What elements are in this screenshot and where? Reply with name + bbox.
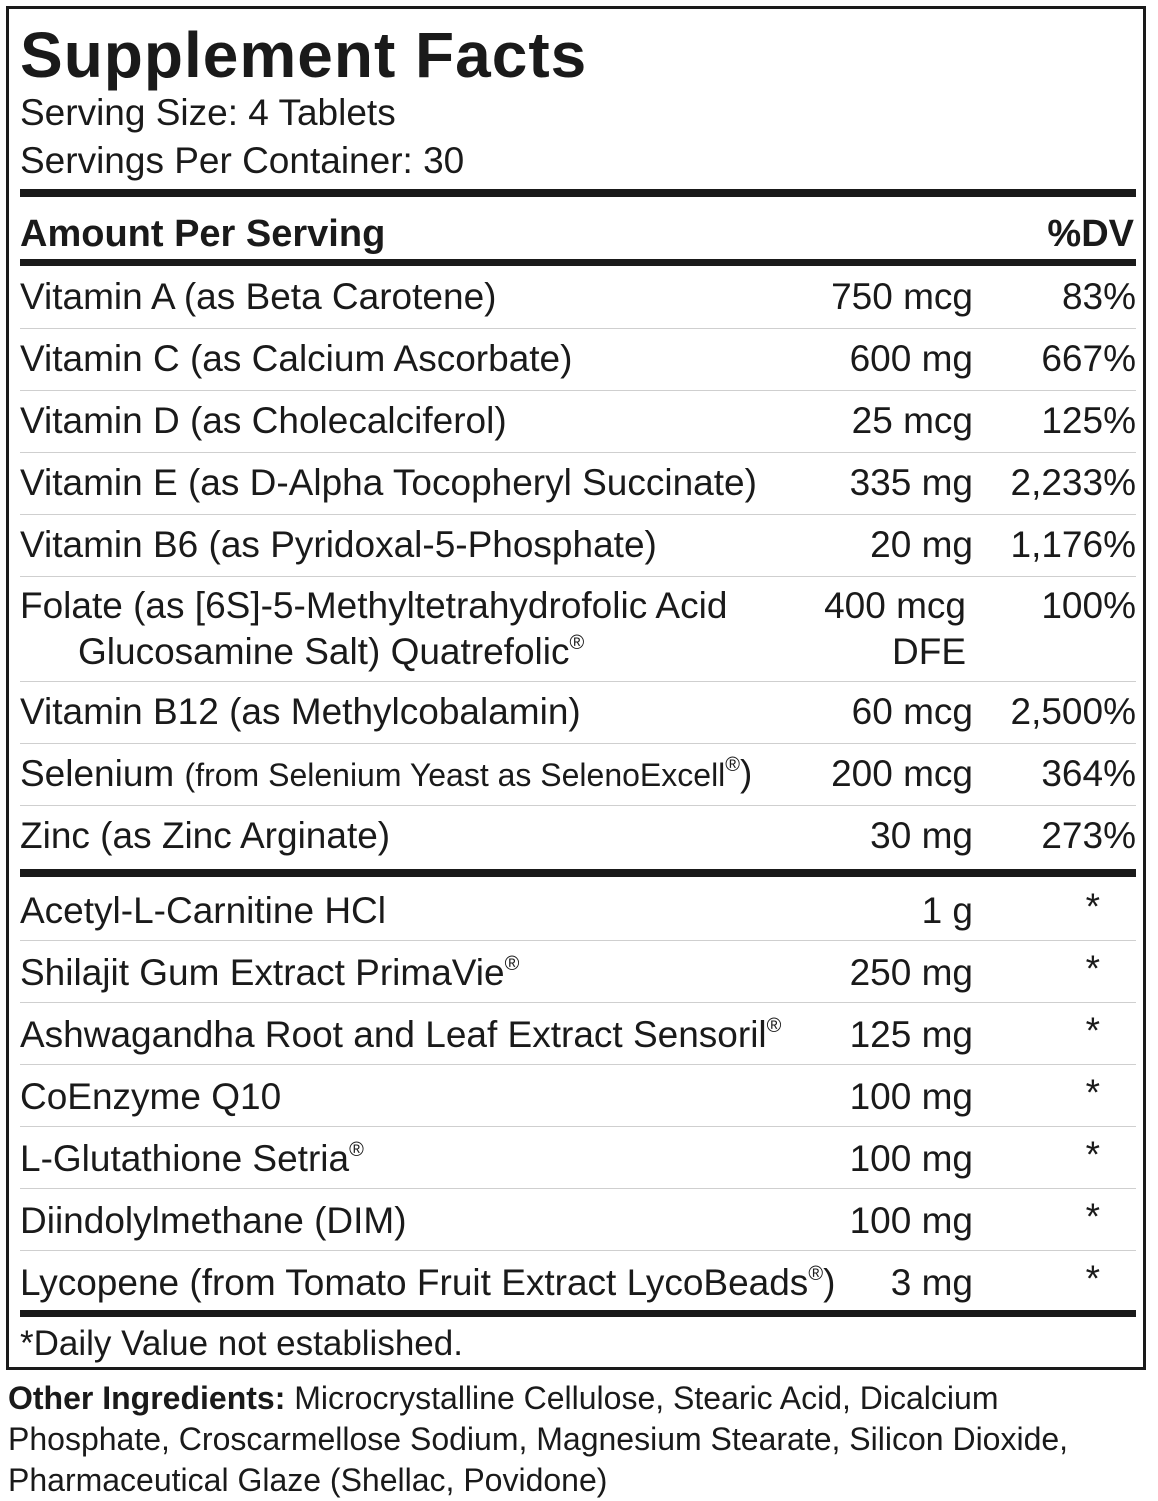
nutrient-dv: 2,233% <box>1010 462 1136 503</box>
servings-per-container: Servings Per Container: 30 <box>20 140 465 181</box>
ingredient-amount: 250 mg <box>849 952 973 993</box>
table-row <box>20 682 1136 744</box>
nutrient-name: Vitamin A (as Beta Carotene) <box>20 276 497 317</box>
nutrient-dv: 364% <box>1041 753 1136 794</box>
ingredient-amount: 100 mg <box>849 1200 973 1241</box>
ingredient-dv: * <box>1085 1072 1100 1113</box>
ingredient-amount: 125 mg <box>849 1014 973 1055</box>
amount-per-serving-header: Amount Per Serving <box>20 213 386 255</box>
ingredient-dv: * <box>1085 948 1100 989</box>
thick-divider-top <box>20 189 1136 197</box>
nutrient-name-line1: Folate (as [6S]-5-Methyltetrahydrofolic Acid <box>20 585 728 626</box>
thick-divider-middle <box>20 869 1136 877</box>
nutrient-name-main: Selenium <box>20 753 175 794</box>
nutrient-amount: 335 mg <box>849 462 973 503</box>
table-row <box>20 515 1136 577</box>
nutrient-dv: 667% <box>1041 338 1136 379</box>
table-row <box>20 329 1136 391</box>
table-row <box>20 391 1136 453</box>
nutrient-dv: 83% <box>1061 276 1136 317</box>
table-row <box>20 453 1136 515</box>
nutrient-name-line2 <box>20 629 727 675</box>
nutrient-amount: 25 mcg <box>851 400 973 441</box>
other-ingredients-label: Other Ingredients: <box>8 1380 286 1416</box>
ingredient-amount: 3 mg <box>890 1262 973 1303</box>
table-row <box>20 267 1136 329</box>
ingredient-dv: * <box>1085 1134 1100 1175</box>
ingredient-name: Acetyl-L-Carnitine HCl <box>20 890 386 931</box>
nutrient-amount-line2: DFE <box>892 631 966 672</box>
ingredient-name: CoEnzyme Q10 <box>20 1076 282 1117</box>
ingredient-name <box>20 1136 364 1182</box>
table-row <box>20 1127 1136 1189</box>
ingredient-name-text: L-Glutathione Setria <box>20 1138 350 1179</box>
nutrient-amount: 30 mg <box>870 815 973 856</box>
ingredient-dv: * <box>1085 1258 1100 1299</box>
panel-title: Supplement Facts <box>20 19 588 91</box>
table-row <box>20 744 1136 806</box>
nutrient-dv: 100% <box>1041 585 1136 626</box>
thick-divider-bottom <box>20 1310 1136 1317</box>
table-row <box>20 1251 1136 1309</box>
ingredient-name-text: Ashwagandha Root and Leaf Extract Sensoril <box>20 1014 767 1055</box>
ingredient-amount: 100 mg <box>849 1076 973 1117</box>
nutrient-name-line2-text: Glucosamine Salt) Quatrefolic <box>78 631 570 672</box>
daily-value-header: %DV <box>1047 213 1134 255</box>
nutrient-amount <box>824 583 966 675</box>
divider-under-header <box>20 259 1136 266</box>
daily-value-footnote: *Daily Value not established. <box>20 1324 463 1363</box>
registered-mark: ® <box>349 1139 364 1161</box>
nutrient-name: Zinc (as Zinc Arginate) <box>20 815 391 856</box>
nutrient-name: Vitamin B6 (as Pyridoxal-5-Phosphate) <box>20 524 657 565</box>
ingredient-name-text: Shilajit Gum Extract PrimaVie <box>20 952 505 993</box>
nutrient-amount: 60 mcg <box>851 691 973 732</box>
serving-size: Serving Size: 4 Tablets <box>20 92 396 133</box>
registered-mark: ® <box>569 632 585 654</box>
table-row <box>20 941 1136 1003</box>
nutrient-amount: 20 mg <box>870 524 973 565</box>
ingredient-amount: 100 mg <box>849 1138 973 1179</box>
ingredient-name <box>20 950 519 996</box>
registered-mark: ® <box>808 1263 824 1285</box>
registered-mark: ® <box>504 953 520 975</box>
nutrient-amount: 750 mcg <box>831 276 973 317</box>
ingredient-name <box>20 1260 835 1306</box>
nutrient-amount: 200 mcg <box>831 753 973 794</box>
ingredient-name-text: Lycopene (from Tomato Fruit Extract LycoBeads <box>20 1262 809 1303</box>
nutrient-name-close: ) <box>740 753 753 794</box>
table-row <box>20 1003 1136 1065</box>
table-row <box>20 1189 1136 1251</box>
nutrient-name: Vitamin E (as D-Alpha Tocopheryl Succinate) <box>20 462 757 503</box>
table-row <box>20 878 1136 941</box>
nutrient-dv: 273% <box>1041 815 1136 856</box>
ingredient-dv: * <box>1085 1196 1100 1237</box>
nutrient-name <box>20 751 752 798</box>
nutrient-name-source: (from Selenium Yeast as SelenoExcell <box>184 757 726 793</box>
ingredient-dv: * <box>1085 886 1100 927</box>
nutrient-amount: 600 mg <box>849 338 973 379</box>
ingredient-name <box>20 1012 781 1058</box>
ingredient-amount: 1 g <box>921 890 973 931</box>
table-row <box>20 577 1136 682</box>
nutrient-dv: 1,176% <box>1010 524 1136 565</box>
registered-mark: ® <box>725 754 741 776</box>
nutrient-amount-line1: 400 mcg <box>824 585 966 626</box>
nutrient-dv: 2,500% <box>1010 691 1136 732</box>
registered-mark: ® <box>766 1015 782 1037</box>
nutrient-dv: 125% <box>1041 400 1136 441</box>
ingredient-dv: * <box>1085 1010 1100 1051</box>
table-row <box>20 806 1136 867</box>
supplement-facts-panel <box>6 6 1146 1370</box>
other-ingredients <box>8 1378 1153 1501</box>
nutrient-name <box>20 583 727 675</box>
nutrient-name: Vitamin C (as Calcium Ascorbate) <box>20 338 573 379</box>
nutrient-name: Vitamin D (as Cholecalciferol) <box>20 400 507 441</box>
table-row <box>20 1065 1136 1127</box>
ingredient-name-close: ) <box>823 1262 836 1303</box>
other-ingredients-text: Microcrystalline Cellulose, Stearic Acid, Dicalcium Phosphate, Croscarmellose Sodium, Magnesium Stearate, Silicon Dioxide, Pharmaceutical Glaze (Shellac, Povidone) <box>8 1380 1069 1498</box>
nutrient-name: Vitamin B12 (as Methylcobalamin) <box>20 691 581 732</box>
ingredient-name: Diindolylmethane (DIM) <box>20 1200 407 1241</box>
